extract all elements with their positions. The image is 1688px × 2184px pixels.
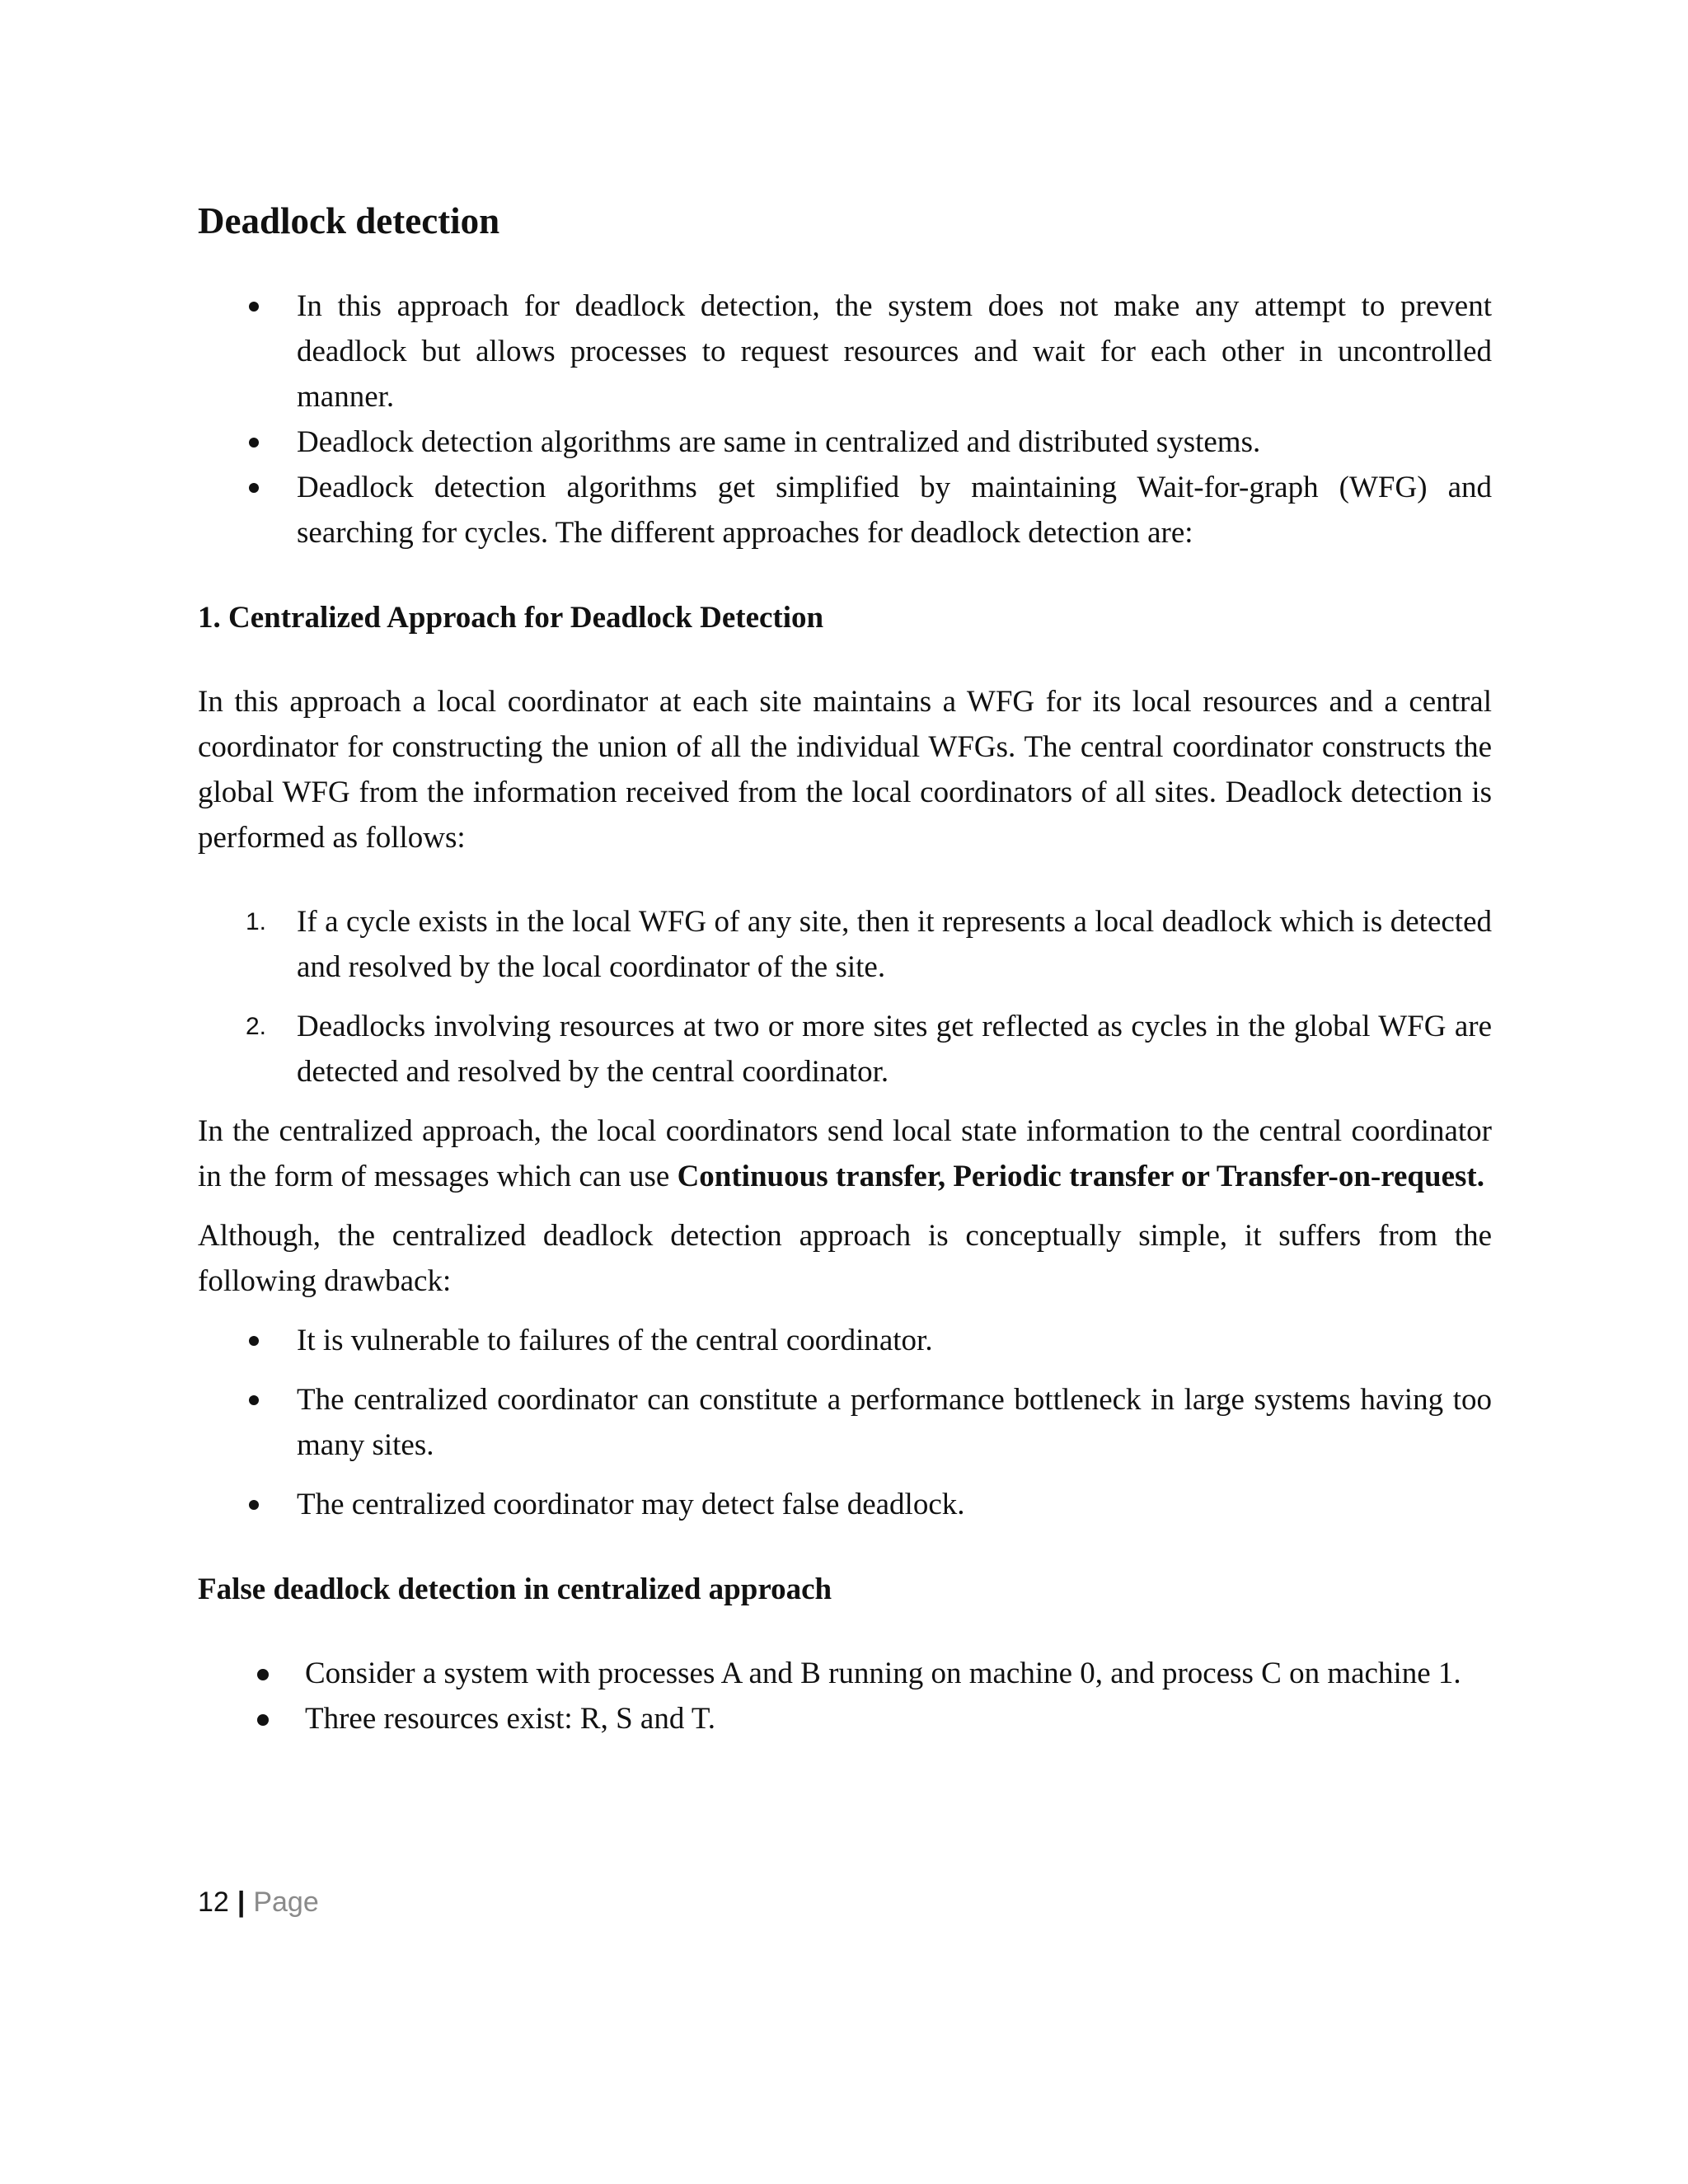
bullet-icon xyxy=(249,438,259,448)
step-text: If a cycle exists in the local WFG of any site, then it represents a local deadlock which is detected and resolved by the local coordinator of the site. xyxy=(297,905,1492,984)
bullet-text: Deadlock detection algorithms are same in centralized and distributed systems. xyxy=(297,425,1261,459)
page-label: Page xyxy=(253,1886,319,1918)
section-heading-centralized: 1. Centralized Approach for Deadlock Detection xyxy=(198,601,824,635)
centralized-intro-paragraph: In this approach a local coordinator at each site maintains a WFG for its local resources and a central coordinator for constructing the union of all the individual WFGs. The central coordinator constructs the global WFG from the information received from the local coordinators of all sites. Deadlock detection is performed as follows: xyxy=(198,685,1492,855)
bullet-text: Consider a system with processes A and B running on machine 0, and process C on machine 1. xyxy=(305,1657,1461,1690)
section-heading-false-deadlock: False deadlock detection in centralized approach xyxy=(198,1572,832,1606)
page-title: Deadlock detection xyxy=(198,200,500,241)
list-item xyxy=(198,1004,1492,1094)
bullet-text: Three resources exist: R, S and T. xyxy=(305,1702,716,1736)
false-deadlock-bullet-list xyxy=(198,1651,1492,1741)
transfer-methods-bold: Continuous transfer, Periodic transfer or Transfer-on-request. xyxy=(677,1160,1484,1193)
step-number: 1. xyxy=(246,908,267,935)
footer-separator: | xyxy=(237,1886,246,1918)
bullet-icon xyxy=(249,1336,259,1346)
bullet-icon xyxy=(257,1669,269,1680)
list-item xyxy=(198,1482,1492,1527)
list-item xyxy=(198,1696,1492,1741)
transfer-paragraph-text: In the centralized approach, the local coordinators send local state information to the central coordinator in the form of messages which can use xyxy=(198,1114,1492,1193)
bullet-text: It is vulnerable to failures of the central coordinator. xyxy=(297,1324,933,1357)
bullet-icon xyxy=(249,1395,259,1405)
list-item xyxy=(198,419,1492,465)
list-item xyxy=(198,1377,1492,1468)
list-item xyxy=(198,465,1492,555)
detection-steps-list xyxy=(198,899,1492,1094)
page-number: 12 xyxy=(198,1886,229,1918)
list-item xyxy=(198,899,1492,990)
intro-bullet-list xyxy=(198,284,1492,555)
list-item xyxy=(198,284,1492,419)
bullet-icon xyxy=(249,483,259,493)
transfer-paragraph xyxy=(198,1108,1492,1199)
list-item xyxy=(198,1318,1492,1363)
page-content xyxy=(198,198,1492,1741)
bullet-icon xyxy=(249,302,259,312)
page-footer xyxy=(198,1884,319,1920)
bullet-text: The centralized coordinator may detect false deadlock. xyxy=(297,1488,965,1521)
step-number: 2. xyxy=(246,1013,267,1040)
bullet-text: In this approach for deadlock detection, the system does not make any attempt to prevent deadlock but allows processes to request resources and wait for each other in uncontrolled manner. xyxy=(297,289,1492,414)
bullet-icon xyxy=(257,1714,269,1726)
bullet-icon xyxy=(249,1500,259,1510)
bullet-text: Deadlock detection algorithms get simplified by maintaining Wait-for-graph (WFG) and searching for cycles. The different approaches for deadlock detection are: xyxy=(297,471,1492,550)
step-text: Deadlocks involving resources at two or more sites get reflected as cycles in the global WFG are detected and resolved by the central coordinator. xyxy=(297,1010,1492,1089)
bullet-text: The centralized coordinator can constitute a performance bottleneck in large systems having too many sites. xyxy=(297,1383,1492,1462)
drawback-intro-paragraph: Although, the centralized deadlock detection approach is conceptually simple, it suffers from the following drawback: xyxy=(198,1219,1492,1298)
drawbacks-bullet-list xyxy=(198,1318,1492,1527)
list-item xyxy=(198,1651,1492,1696)
